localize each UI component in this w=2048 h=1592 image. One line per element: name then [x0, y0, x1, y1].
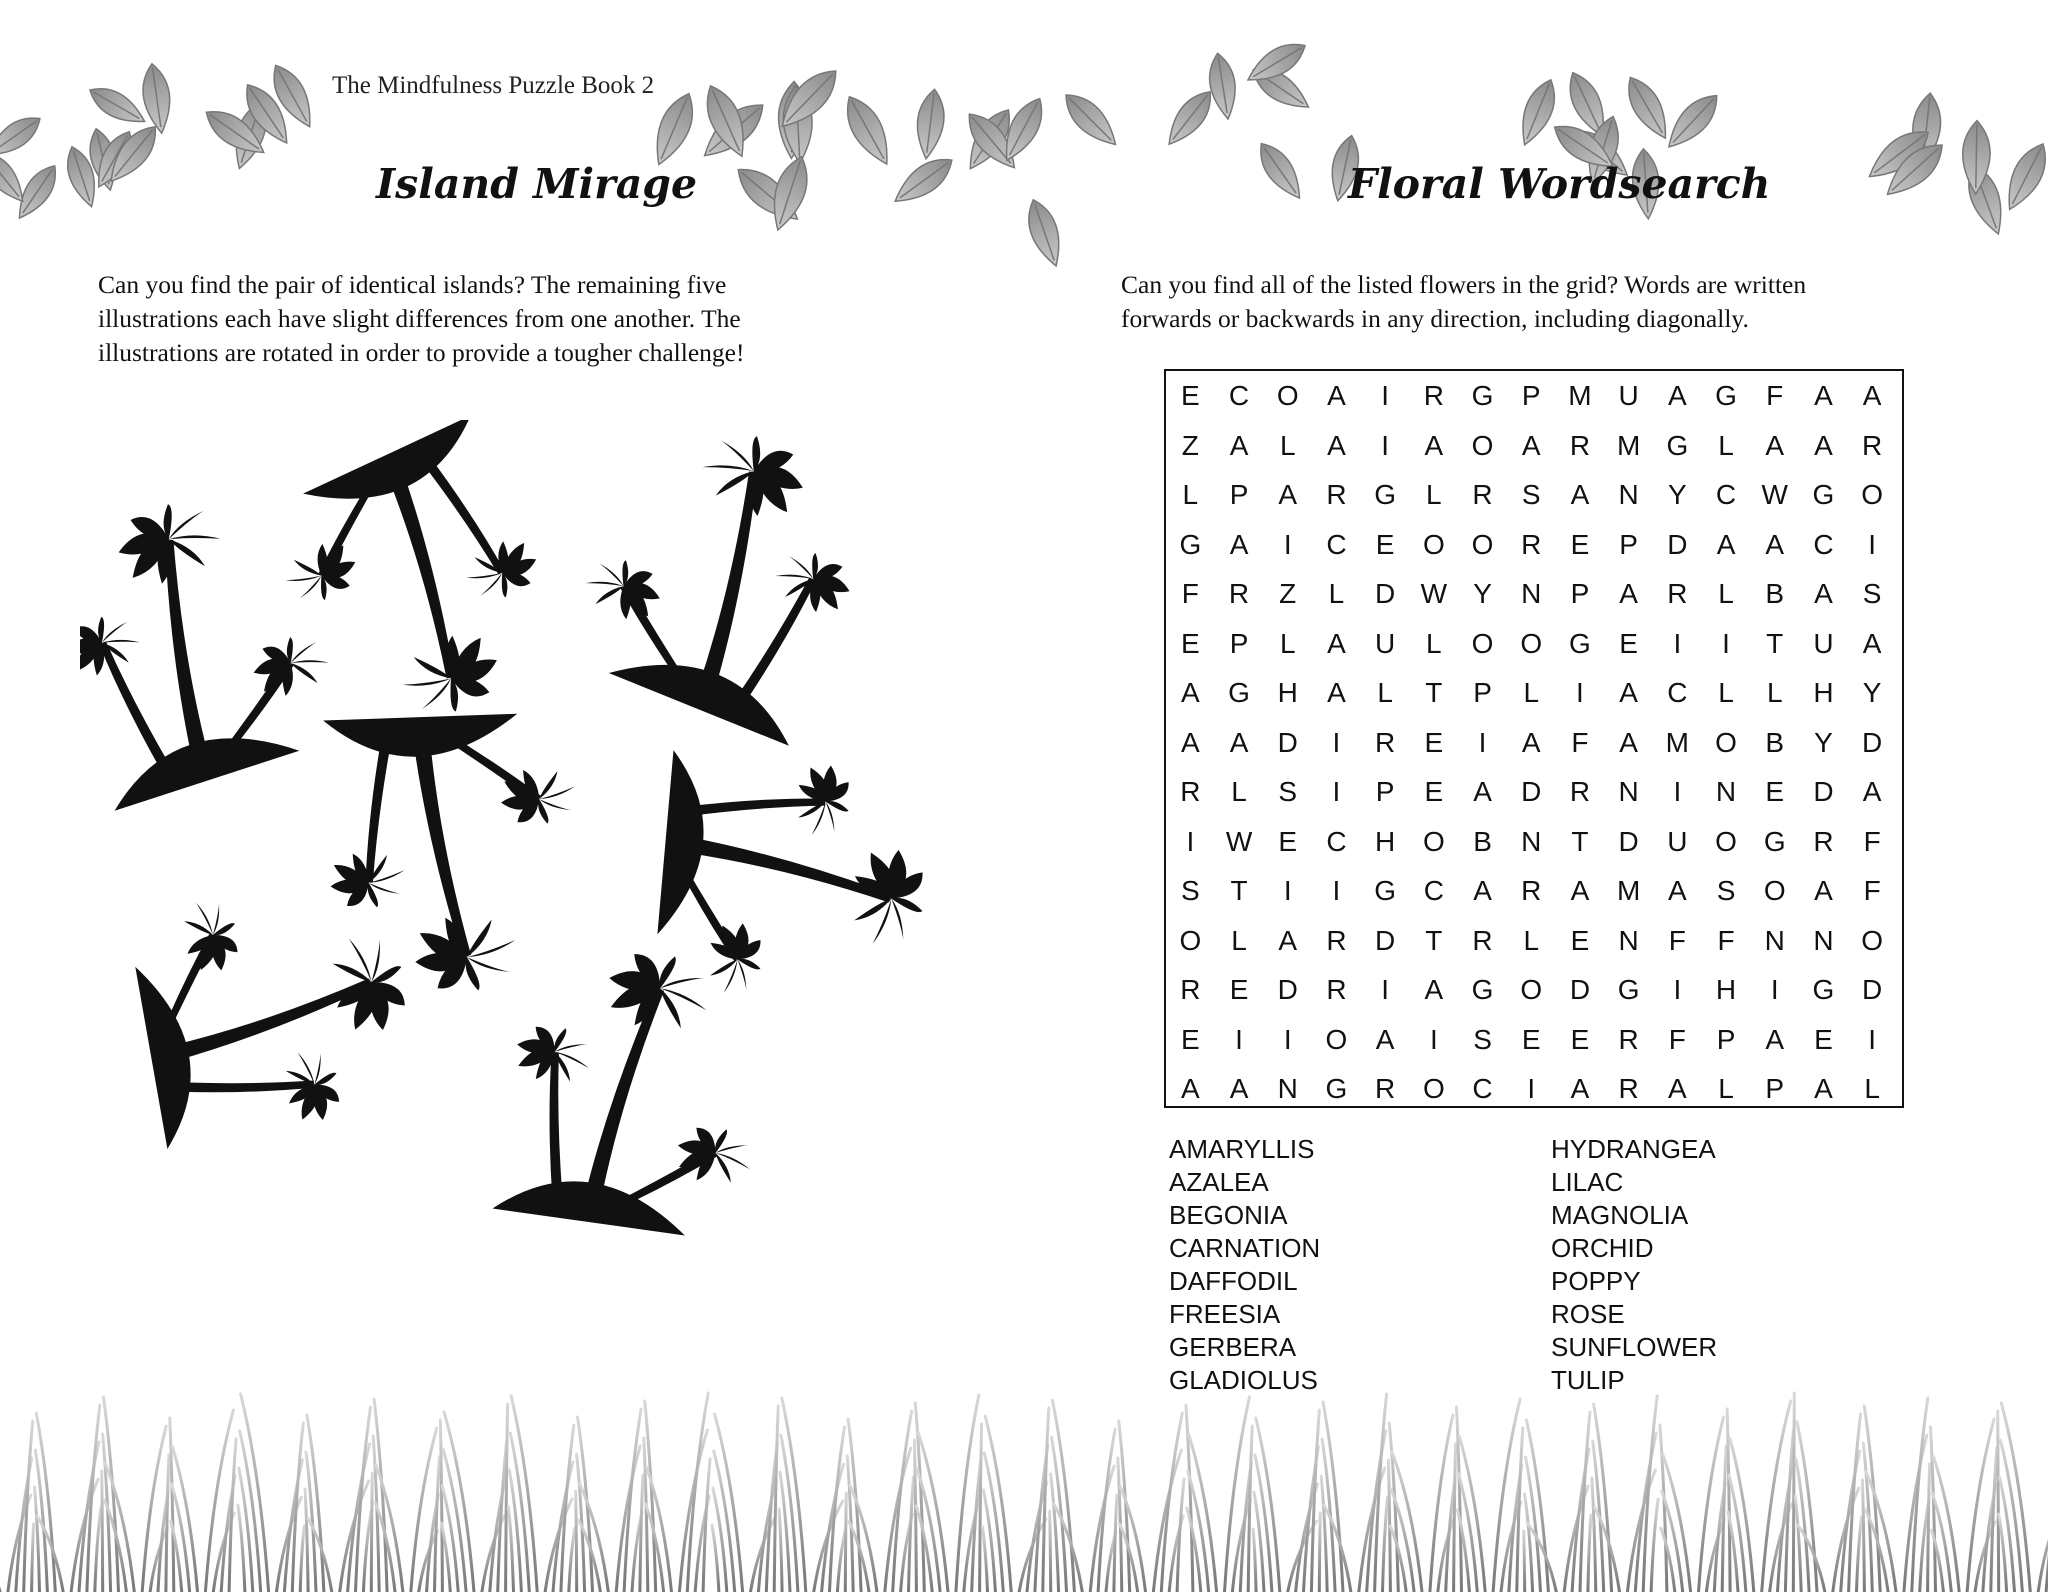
grid-letter: R [1375, 1073, 1396, 1104]
grid-letter: O [1861, 924, 1884, 956]
grid-letter: D [1813, 776, 1834, 807]
grid-letter: O [1520, 974, 1543, 1005]
grid-letter: O [1325, 1023, 1348, 1055]
grid-letter: P [1229, 627, 1249, 659]
grid-letter: E [1229, 974, 1249, 1005]
grid-letter: N [1618, 776, 1639, 807]
running-head: The Mindfulness Puzzle Book 2 [332, 72, 655, 99]
grid-letter: O [1471, 627, 1494, 659]
island-silhouette [323, 712, 582, 996]
grid-letter: P [1570, 578, 1590, 609]
grid-letter: N [1813, 924, 1834, 956]
grid-letter: S [1862, 578, 1882, 609]
grid-letter: L [1231, 776, 1247, 807]
grid-letter: I [1381, 429, 1390, 461]
word-list-column-2 [1551, 1133, 1717, 1397]
grid-letter: E [1570, 924, 1590, 956]
grid-letter: F [1863, 875, 1881, 906]
grid-letter: O [1763, 875, 1786, 906]
grid-letter: A [1765, 429, 1785, 461]
grid-letter: R [1667, 578, 1688, 609]
grid-letter: L [1766, 677, 1783, 708]
grid-letter: I [1722, 627, 1730, 659]
grid-letter: G [1471, 380, 1494, 411]
grid-letter: A [1570, 875, 1590, 906]
grid-letter: L [1426, 479, 1442, 510]
grid-letter: O [1422, 528, 1445, 560]
grid-letter: A [1278, 924, 1298, 956]
grid-letter: D [1569, 974, 1591, 1005]
grid-letter: R [1472, 924, 1493, 956]
grid-letter: A [1424, 974, 1444, 1005]
grid-letter: U [1667, 825, 1688, 857]
grid-letter: A [1765, 1023, 1785, 1055]
grid-letter: O [1715, 825, 1737, 857]
grid-letter: G [1812, 974, 1835, 1005]
grid-letter: A [1570, 479, 1590, 510]
grid-letter: D [1667, 528, 1688, 560]
grid-letter: A [1619, 578, 1638, 609]
grid-letter: A [1862, 776, 1882, 807]
grid-letter: T [1425, 677, 1443, 708]
grid-letter: E [1570, 528, 1590, 560]
grid-letter: R [1326, 924, 1347, 956]
grid-letter: A [1327, 677, 1346, 708]
grid-letter: O [1422, 1073, 1445, 1104]
grid-letter: L [1718, 677, 1734, 708]
grid-letter: P [1229, 479, 1249, 510]
grid-letter: P [1716, 1023, 1736, 1055]
grid-letter: E [1181, 1023, 1200, 1055]
grid-letter: S [1278, 776, 1298, 807]
grid-letter: E [1278, 825, 1298, 857]
island-silhouette [126, 870, 425, 1149]
island-silhouette [558, 420, 892, 746]
word-list-item: BEGONIA [1169, 1200, 1288, 1230]
grid-letter: L [1426, 627, 1442, 659]
grid-letter: F [1181, 578, 1199, 609]
grid-letter: Z [1279, 578, 1297, 609]
grid-letter: S [1473, 1023, 1492, 1055]
grid-letter: G [1374, 479, 1397, 510]
instruction-line: Can you find all of the listed flowers in the grid? Words are written [1121, 270, 1807, 299]
grid-letter: E [1570, 1023, 1590, 1055]
grid-letter: F [1717, 924, 1735, 956]
grid-letter: W [1420, 578, 1448, 609]
grid-letter: C [1715, 479, 1737, 510]
grid-letter: B [1765, 726, 1785, 758]
grid-letter: A [1229, 528, 1249, 560]
grid-letter: L [1523, 677, 1540, 708]
grid-letter: R [1569, 776, 1591, 807]
grid-letter: E [1181, 627, 1200, 659]
grid-letter: I [1527, 1073, 1536, 1104]
word-list-item: POPPY [1551, 1266, 1641, 1296]
grid-letter: A [1765, 528, 1785, 560]
grid-letter: I [1381, 974, 1390, 1005]
grid-letter: A [1862, 380, 1882, 411]
grid-letter: I [1429, 1023, 1438, 1055]
grid-letter: A [1278, 479, 1298, 510]
word-list-item: ROSE [1551, 1299, 1625, 1329]
grid-letter: R [1472, 479, 1493, 510]
grid-letter: M [1665, 726, 1689, 758]
grid-letter: R [1618, 1073, 1639, 1104]
grid-letter: D [1375, 578, 1396, 609]
grid-letter: N [1521, 825, 1542, 857]
word-list-item: ORCHID [1551, 1233, 1654, 1263]
grid-letter: H [1375, 825, 1396, 857]
grid-letter: N [1618, 924, 1639, 956]
grid-letter: F [1571, 726, 1589, 758]
grid-letter: R [1423, 380, 1444, 411]
grid-letter: N [1277, 1073, 1298, 1104]
grid-letter: O [1179, 924, 1202, 956]
grid-letter: G [1374, 875, 1397, 906]
instruction-line: Can you find the pair of identical islands? The remaining five [98, 270, 727, 299]
grid-letter: G [1812, 479, 1835, 510]
grid-letter: R [1862, 429, 1883, 461]
grid-letter: T [1571, 825, 1589, 857]
page-title-island-mirage: Island Mirage [376, 160, 698, 208]
grid-letter: A [1668, 875, 1687, 906]
grid-letter: Y [1862, 677, 1882, 708]
grid-letter: I [1576, 677, 1584, 708]
instruction-line: illustrations are rotated in order to provide a tougher challenge! [98, 338, 745, 367]
word-list-item: TULIP [1551, 1365, 1625, 1395]
grid-letter: G [1715, 380, 1737, 411]
grid-letter: E [1424, 726, 1444, 758]
grid-letter: I [1332, 875, 1341, 906]
grid-letter: R [1180, 974, 1201, 1005]
grid-letter: C [1667, 677, 1688, 708]
grid-letter: A [1862, 627, 1882, 659]
grid-letter: O [1471, 429, 1494, 461]
grid-letter: E [1181, 380, 1200, 411]
grid-letter: A [1327, 429, 1346, 461]
grid-letter: A [1424, 429, 1444, 461]
grid-letter: I [1186, 825, 1195, 857]
grid-letter: O [1276, 380, 1299, 411]
grid-letter: C [1423, 875, 1444, 906]
grid-letter: U [1375, 627, 1396, 659]
grid-letter: T [1425, 924, 1443, 956]
grid-letter: A [1181, 726, 1200, 758]
grid-letter: C [1228, 380, 1250, 411]
grid-letter: A [1521, 429, 1541, 461]
grid-letter: E [1375, 528, 1395, 560]
word-list-item: GERBERA [1169, 1332, 1297, 1362]
grid-letter: T [1766, 627, 1784, 659]
grid-letter: N [1764, 924, 1785, 956]
island-silhouettes-illustration [80, 420, 960, 1380]
grid-letter: A [1473, 875, 1492, 906]
grid-letter: I [1673, 974, 1682, 1005]
grid-letter: O [1471, 528, 1494, 560]
grid-letter: U [1618, 380, 1639, 411]
grid-letter: L [1523, 924, 1540, 956]
grid-letter: G [1471, 974, 1494, 1005]
word-list-item: LILAC [1551, 1167, 1624, 1197]
grid-letter: O [1715, 726, 1737, 758]
grid-letter: A [1375, 1023, 1395, 1055]
grid-letter: D [1277, 726, 1298, 758]
grid-letter: G [1325, 1073, 1348, 1104]
word-list-item: CARNATION [1169, 1233, 1321, 1263]
grid-letter: F [1863, 825, 1881, 857]
grid-letter: R [1521, 528, 1542, 560]
grid-letter: E [1619, 627, 1638, 659]
grid-letter: P [1521, 380, 1541, 411]
grid-letter: C [1326, 528, 1347, 560]
grid-letter: L [1279, 429, 1296, 461]
grid-letter: T [1230, 875, 1248, 906]
grid-letter: R [1326, 974, 1347, 1005]
grid-letter: A [1570, 1073, 1590, 1104]
grid-letter: W [1761, 479, 1788, 510]
instruction-line: forwards or backwards in any direction, including diagonally. [1121, 304, 1749, 333]
grid-letter: A [1814, 380, 1833, 411]
grid-letter: A [1619, 726, 1638, 758]
grid-letter: M [1616, 429, 1641, 461]
grid-letter: Y [1473, 578, 1492, 609]
grid-letter: I [1868, 1023, 1877, 1055]
grid-letter: A [1668, 1073, 1687, 1104]
grid-letter: R [1375, 726, 1396, 758]
grid-letter: I [1283, 528, 1292, 560]
word-list-item: GLADIOLUS [1169, 1365, 1318, 1395]
grid-letter: A [1716, 528, 1736, 560]
grid-letter: L [1864, 1073, 1880, 1104]
grid-letter: A [1229, 429, 1249, 461]
grid-letter: I [1332, 776, 1341, 807]
grid-letter: I [1673, 627, 1682, 659]
grid-letter: L [1377, 677, 1393, 708]
grid-letter: G [1569, 627, 1591, 659]
grid-letter: N [1618, 479, 1639, 510]
grid-letter: A [1229, 1073, 1249, 1104]
grid-letter: G [1763, 825, 1786, 857]
grid-letter: L [1182, 479, 1199, 510]
grid-letter: A [1181, 1073, 1200, 1104]
instruction-line: illustrations each have slight differences from one another. The [98, 304, 741, 333]
word-list-item: DAFFODIL [1169, 1266, 1298, 1296]
grid-letter: R [1180, 776, 1201, 807]
grid-letter: F [1668, 924, 1686, 956]
grid-letter: G [1228, 677, 1250, 708]
grid-letter: I [1283, 875, 1292, 906]
grid-letter: E [1814, 1023, 1833, 1055]
grid-letter: I [1283, 1023, 1292, 1055]
grid-letter: F [1766, 380, 1784, 411]
grid-letter: N [1521, 578, 1542, 609]
grid-letter: D [1375, 924, 1396, 956]
island-mirage-instructions [98, 268, 744, 370]
grid-letter: A [1229, 726, 1249, 758]
grid-letter: R [1521, 875, 1542, 906]
island-silhouette [80, 472, 352, 811]
grid-letter: H [1715, 974, 1737, 1005]
grid-letter: P [1619, 528, 1638, 560]
word-list-item: MAGNOLIA [1551, 1200, 1689, 1230]
grid-letter: I [1332, 726, 1341, 758]
grid-letter: R [1569, 429, 1591, 461]
grid-letter: A [1181, 677, 1200, 708]
grid-letter: I [1478, 726, 1487, 758]
grid-letter: A [1521, 726, 1541, 758]
grid-letter: D [1277, 974, 1298, 1005]
grid-letter: S [1716, 875, 1736, 906]
grid-letter: L [1279, 627, 1296, 659]
grid-letter: I [1673, 776, 1682, 807]
grid-letter: B [1765, 578, 1785, 609]
word-list-item: AZALEA [1169, 1167, 1269, 1197]
grid-letter: L [1718, 1073, 1734, 1104]
grid-letter: A [1814, 1073, 1833, 1104]
grid-letter: E [1521, 1023, 1541, 1055]
grid-letter: P [1765, 1073, 1785, 1104]
grid-letter: A [1473, 776, 1492, 807]
grid-letter: Y [1668, 479, 1687, 510]
grid-letter: R [1326, 479, 1347, 510]
grid-letter: L [1718, 429, 1734, 461]
grid-letter: L [1718, 578, 1734, 609]
word-list-item: AMARYLLIS [1169, 1134, 1315, 1164]
grid-letter: G [1179, 528, 1202, 560]
grid-letter: D [1521, 776, 1542, 807]
grid-letter: U [1813, 627, 1834, 659]
grid-letter: D [1618, 825, 1639, 857]
grid-letter: O [1861, 479, 1884, 510]
word-list-item: FREESIA [1169, 1299, 1281, 1329]
word-list-column-1 [1169, 1133, 1320, 1397]
grid-letter: C [1326, 825, 1347, 857]
grid-letter: A [1619, 677, 1638, 708]
grid-letter: R [1228, 578, 1250, 609]
grid-letter: D [1862, 726, 1883, 758]
grid-letter: I [1235, 1023, 1243, 1055]
grid-letter: N [1715, 776, 1737, 807]
grid-letter: B [1473, 825, 1492, 857]
grid-letter: R [1813, 825, 1834, 857]
grid-letter: M [1568, 380, 1592, 411]
grid-letter: A [1814, 429, 1833, 461]
grid-letter: G [1666, 429, 1689, 461]
grid-letter: E [1424, 776, 1444, 807]
grid-letter: P [1375, 776, 1395, 807]
island-silhouette [255, 420, 581, 753]
grid-letter: H [1277, 677, 1298, 708]
grid-letter: W [1225, 825, 1253, 857]
grid-letter: F [1668, 1023, 1686, 1055]
grid-letter: P [1473, 677, 1492, 708]
grid-letter: G [1617, 974, 1640, 1005]
grid-letter: I [1381, 380, 1390, 411]
grid-letter: O [1520, 627, 1543, 659]
page-title-floral-wordsearch: Floral Wordsearch [1348, 160, 1771, 208]
grid-letter: A [1814, 875, 1833, 906]
grid-letter: M [1616, 875, 1641, 906]
grid-letter: I [1770, 974, 1779, 1005]
grid-letter: C [1813, 528, 1834, 560]
word-list-item: HYDRANGEA [1551, 1134, 1716, 1164]
island-silhouette [653, 750, 935, 1009]
grid-letter: Z [1181, 429, 1199, 461]
wordsearch-grid [1164, 369, 1904, 1108]
grid-letter: C [1472, 1073, 1493, 1104]
grid-letter: Y [1814, 726, 1833, 758]
grid-letter: A [1327, 627, 1346, 659]
grid-letter: R [1618, 1023, 1639, 1055]
grid-letter: A [1814, 578, 1833, 609]
grid-letter: S [1181, 875, 1200, 906]
word-list-item: SUNFLOWER [1551, 1332, 1718, 1362]
grid-letter: A [1668, 380, 1687, 411]
grid-letter: I [1868, 528, 1877, 560]
grid-letter: L [1231, 924, 1247, 956]
grid-letter: L [1328, 578, 1345, 609]
grid-letter: O [1422, 825, 1445, 857]
grid-letter: H [1813, 677, 1834, 708]
grid-letter: S [1521, 479, 1541, 510]
grid-letter: D [1862, 974, 1883, 1005]
grid-letter: A [1327, 380, 1346, 411]
island-silhouette [492, 936, 777, 1243]
wordsearch-instructions [1121, 268, 1806, 336]
grid-letter: E [1765, 776, 1785, 807]
